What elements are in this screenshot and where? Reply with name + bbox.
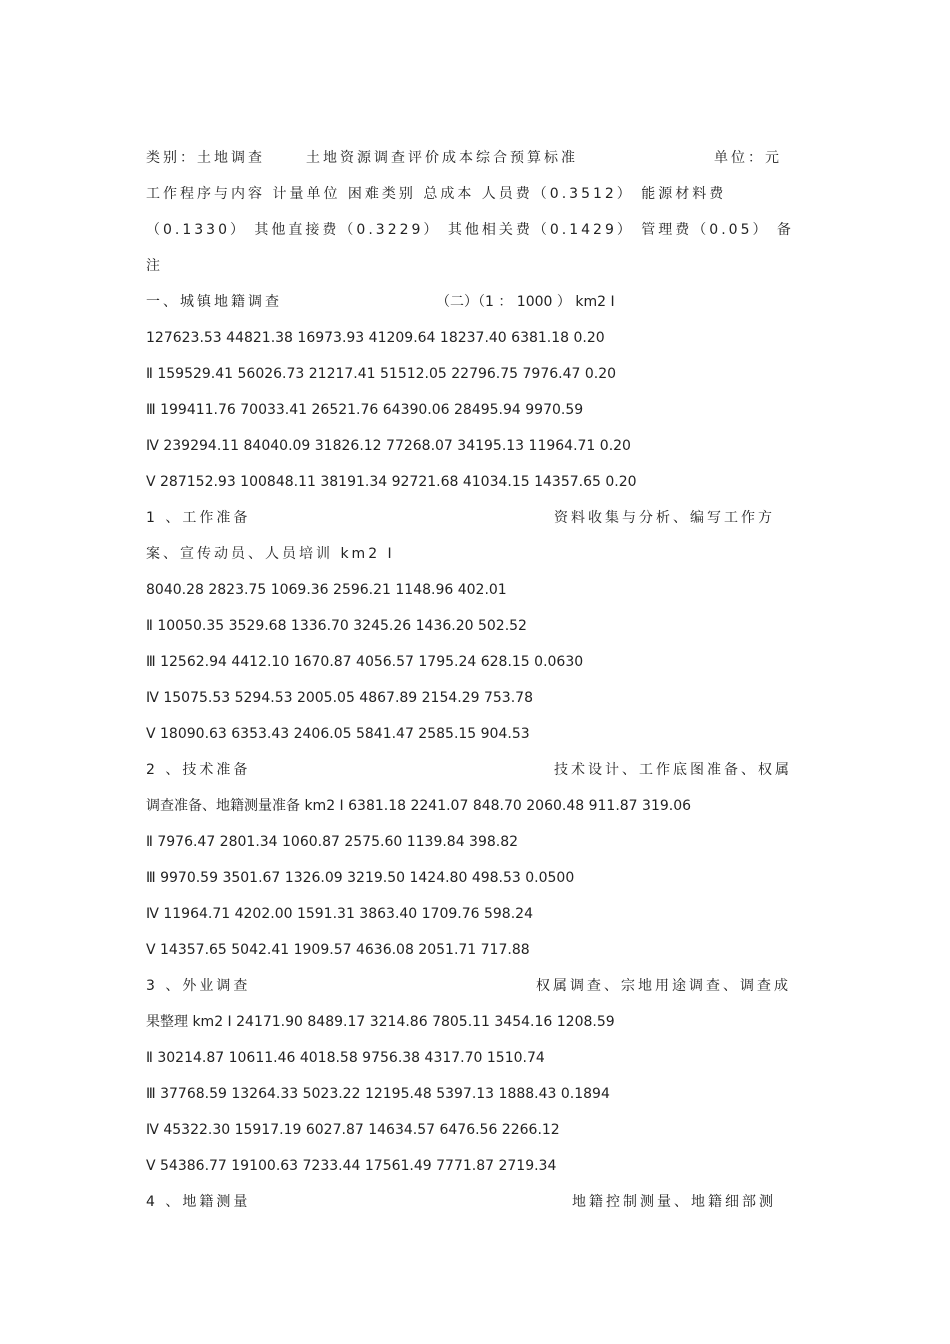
column-headers-3: 注 xyxy=(146,258,163,274)
section-title: 一、城镇地籍调查 xyxy=(146,294,282,310)
item-title-line xyxy=(146,1184,806,1220)
document-body xyxy=(146,140,806,1220)
item-description: 地籍控制测量、地籍细部测 xyxy=(572,1194,776,1210)
table-row: Ⅴ 18090.63 6353.43 2406.05 5841.47 2585.15 904.53 xyxy=(146,726,530,742)
table-row: Ⅳ 239294.11 84040.09 31826.12 77268.07 34195.13 11964.71 0.20 xyxy=(146,438,631,454)
item-title-line xyxy=(146,968,806,1004)
header-line xyxy=(146,140,806,176)
table-row: Ⅱ 10050.35 3529.68 1336.70 3245.26 1436.20 502.52 xyxy=(146,618,527,634)
table-row: Ⅲ 199411.76 70033.41 26521.76 64390.06 28495.94 9970.59 xyxy=(146,402,584,418)
table-row: Ⅱ 159529.41 56026.73 21217.41 51512.05 22796.75 7976.47 0.20 xyxy=(146,366,617,382)
item-description: 资料收集与分析、编写工作方 xyxy=(554,510,775,526)
item-title: 2 、技术准备 xyxy=(146,762,251,778)
item-description-cont: 案、宣传动员、人员培训 km2 Ⅰ xyxy=(146,546,395,562)
table-row: Ⅳ 45322.30 15917.19 6027.87 14634.57 6476.56 2266.12 xyxy=(146,1122,560,1138)
table-row: Ⅳ 15075.53 5294.53 2005.05 4867.89 2154.29 753.78 xyxy=(146,690,533,706)
table-row: Ⅱ 30214.87 10611.46 4018.58 9756.38 4317.70 1510.74 xyxy=(146,1050,545,1066)
category-label: 类别：土地调查 xyxy=(146,150,265,166)
table-row: Ⅲ 12562.94 4412.10 1670.87 4056.57 1795.24 628.15 0.0630 xyxy=(146,654,584,670)
item-description-cont: 调查准备、地籍测量准备 km2 Ⅰ 6381.18 2241.07 848.70 2060.48 911.87 319.06 xyxy=(146,798,692,814)
table-row: 127623.53 44821.38 16973.93 41209.64 18237.40 6381.18 0.20 xyxy=(146,330,605,346)
table-row: Ⅲ 9970.59 3501.67 1326.09 3219.50 1424.80 498.53 0.0500 xyxy=(146,870,575,886)
table-row: Ⅲ 37768.59 13264.33 5023.22 12195.48 5397.13 1888.43 0.1894 xyxy=(146,1086,610,1102)
column-headers-1: 工作程序与内容 计量单位 困难类别 总成本 人员费（0.3512） 能源材料费 xyxy=(146,186,727,202)
table-row: 8040.28 2823.75 1069.36 2596.21 1148.96 402.01 xyxy=(146,582,507,598)
table-row: Ⅳ 11964.71 4202.00 1591.31 3863.40 1709.76 598.24 xyxy=(146,906,533,922)
item-description-cont: 果整理 km2 Ⅰ 24171.90 8489.17 3214.86 7805.11 3454.16 1208.59 xyxy=(146,1014,615,1030)
item-description: 技术设计、工作底图准备、权属 xyxy=(554,762,792,778)
document-title: 土地资源调查评价成本综合预算标准 xyxy=(306,150,578,166)
item-title: 4 、地籍测量 xyxy=(146,1194,251,1210)
table-row: Ⅴ 54386.77 19100.63 7233.44 17561.49 7771.87 2719.34 xyxy=(146,1158,557,1174)
item-title-line xyxy=(146,500,806,536)
item-title-line xyxy=(146,752,806,788)
table-row: Ⅴ 14357.65 5042.41 1909.57 4636.08 2051.71 717.88 xyxy=(146,942,530,958)
column-headers-2: （0.1330） 其他直接费（0.3229） 其他相关费（0.1429） 管理费（0.05） 备 xyxy=(146,222,794,238)
section-scale: （二）（1 ： 1000 ） km2 Ⅰ xyxy=(436,294,615,310)
unit-label: 单位：元 xyxy=(714,150,782,166)
table-row: Ⅱ 7976.47 2801.34 1060.87 2575.60 1139.84 398.82 xyxy=(146,834,519,850)
item-title: 1 、工作准备 xyxy=(146,510,251,526)
item-description: 权属调查、宗地用途调查、调查成 xyxy=(536,978,791,994)
table-row: Ⅴ 287152.93 100848.11 38191.34 92721.68 41034.15 14357.65 0.20 xyxy=(146,474,637,490)
section-title-line xyxy=(146,284,806,320)
item-title: 3 、外业调查 xyxy=(146,978,251,994)
